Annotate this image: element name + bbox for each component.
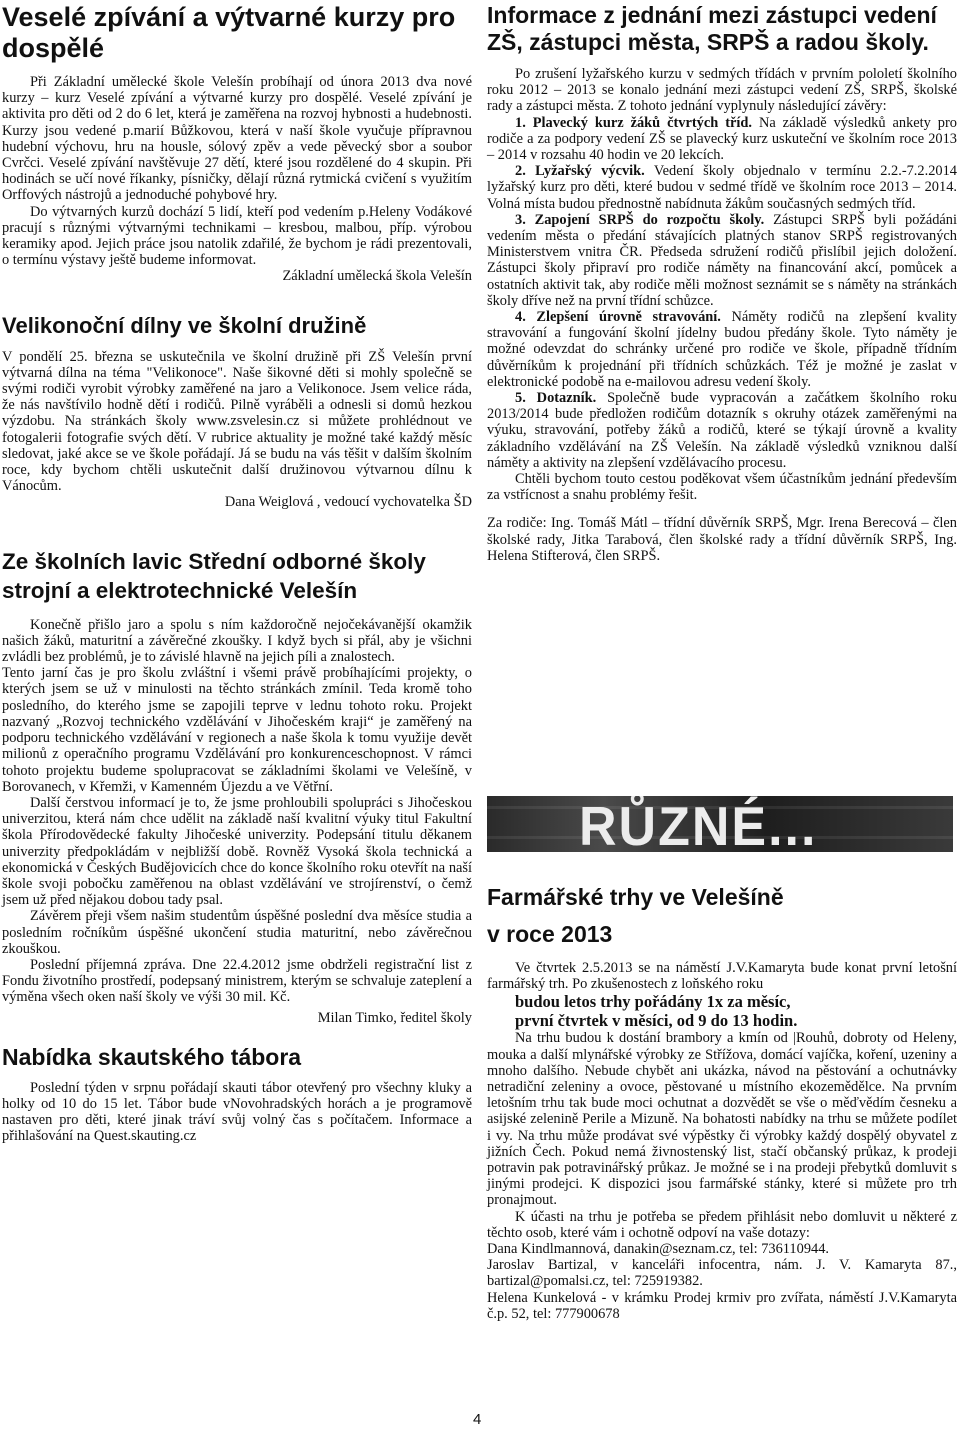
article-title-farmers-year: v roce 2013	[487, 921, 613, 947]
meeting-item-lead: 1. Plavecký kurz žáků čtvrtých tříd.	[515, 114, 752, 131]
article-signature: Milan Timko, ředitel školy	[317, 1009, 472, 1026]
meeting-item	[487, 309, 957, 390]
meeting-item-text: Vedení školy objednalo v termínu 2.2.-7.2.2014 lyžařský kurz pro děti, které budou v sedmé třídě ve školním roce 2013 – 2014. Volná místa budou přednostně nabídnuta žákům současných sedmých tříd.	[487, 163, 957, 212]
meeting-item-text: Na základě výsledků ankety pro rodiče a za podpory vedení ZŠ se plavecký kurz uskuteční ve školním roce 2013 – 2014 v rozsahu 40 hodin ve 20 lekcích.	[487, 114, 957, 164]
article-paragraph: Do výtvarných kurzů dochází 5 lidí, kteří pod vedením p.Heleny Vodákové pracují s různými výtvarnými technikami – kresbou, malbou, příp. výrobou keramiky apod. Jejich práce jsou natolik zdařilé, že bychom je rádi prezentovali, o termínu výstavy ještě budeme informovat.	[2, 203, 472, 269]
article-paragraph: K účasti na trhu je potřeba se předem přihlásit nebo domluvit u některé z těchto osob, které vám i ochotně odpoví na vaše dotazy:	[487, 1208, 957, 1241]
page-number: 4	[473, 1411, 482, 1428]
banner-title: RŮZNÉ...	[579, 796, 818, 852]
article-signature: Dana Weiglová , vedoucí vychovatelka ŠD	[224, 494, 472, 511]
market-schedule-line: budou letos trhy pořádány 1x za měsíc,	[515, 992, 791, 1012]
meeting-item-text: Náměty rodičů na zlepšení kvality stravování a fungování školní jídelny budou předány škole. Tyto náměty je možné odevzdat do schránky určené pro rodiče ve škole, případně třídním důvěrníkům k projednání při třídních schůzkách. Též je možné je zaslat v elektronické podobě na e-mailovou adresu vedení školy.	[487, 309, 957, 390]
meeting-item	[487, 163, 957, 212]
meeting-item-text: Zástupci SRPŠ byli požádáni vedením města o předání stávajících platných stanov SRPŠ registrovaných Ministerstvem vnitra ČR. Předseda sdružení rodičů přislíbil jejich doložení. Zástupci školy připraví pro rodiče náměty na financování akcí, pomůcek a ostatních aktivit tak, aby rodiče měli možnost seznámit se s náměty na stránkách školy dříve než na první třídní schůzce.	[487, 211, 957, 309]
article-paragraph: Tento jarní čas je pro školu zvláštní i všemi právě probíhajícími projekty, o kterých jsem se už v minulosti na těchto stránkách zmínil. Teda kromě toho posledního, do kterého jsme se zapojili teprve v lednu tohoto roku. Projekt nazvaný „Rozvoj technického vzdělávání v Jihočeském kraji“ je zaměřený na podporu technického vzdělávání v regionech a naše škola k tomu využije devět milionů z operačního programu Vzdělávání pro konkurenceschopnost. V rámci tohoto projektu budeme spolupracovat se základními školami ve Velešíně, v Borovanech, v Křemži, v Kamenném Újezdu a ve Větřní.	[2, 665, 472, 795]
meeting-item-lead: 5. Dotazník.	[515, 390, 597, 407]
contact-line: Jaroslav Bartizal, v kanceláři infocentra, nám. J. V. Kamaryta 87., bartizal@pomalsi.cz, tel: 725919382.	[487, 1257, 957, 1290]
article-paragraph: Závěrem přeji všem našim studentům úspěšné poslední dva měsíce studia a posledním ročníkům úspěšné ukončení studia maturitní, nebo závěrečnou zkouškou.	[2, 908, 472, 957]
meeting-item	[487, 115, 957, 164]
parents-representatives: Za rodiče: Ing. Tomáš Mátl – třídní důvěrník SRPŠ, Mgr. Irena Berecová – člen školské rady, Jitka Tarabová, člen školské rady a třídní důvěrník SRPŠ, Ing. Helena Stifterová, člen SRPŠ.	[487, 515, 957, 564]
article-title-farmers: Farmářské trhy ve Velešíně	[487, 884, 784, 910]
article-paragraph: V pondělí 25. března se uskutečnila ve školní družině při ZŠ Velešín první výtvarná dílna na téma "Velikonoce". Naše šikovné děti si mohly společně se svými rodiči vyrobit výrobky zaměřené na jaro a Velikonoce. Jsem velice ráda, že nás navštívilo hodně dětí i rodičů. Pilně vyráběli a odnesli si domů hezkou výzdobu. Na stránkách školy www.zsvelesin.cz si můžete prohlédnout ve fotogalerii fotografie svých dětí. V rubrice aktuality je možné také každý měsíc sledovat, jaké akce se ve škole pořádají. Já se budu na vás těšit v dalším školním roce, kdy bychom chtěli uskutečnit další družinovou výtvarnou dílnu k Vánocům.	[2, 348, 472, 495]
meeting-item-lead: 4. Zlepšení úrovně stravování.	[515, 309, 721, 326]
article-paragraph: Při Základní umělecké škole Velešín probíhají od února 2013 dva nové kurzy – kurz Veselé zpívání a výtvarné kurzy pro dospělé. Veselé zpívání je aktivita pro děti od 2 do 6 let, která je zaměřena na rozvoj hybnosti a hudebnosti. Kurzy jsou vedené p.marií Bůžkovou, která v naší škole vyučuje přípravnou hudební výchovu, hru na housle, sólový zpěv a vede pěvecký sbor a soubor Cvrčci. Veselé zpívání navštěvuje 27 dětí, které jsou rozdělené do 4 skupin. Při hodinách se učí nové říkanky, písničky, dělají různá rytmická cvičení s využitím Orffových nástrojů a jednoduché pohybové hry.	[2, 74, 472, 204]
article-paragraph: Poslední příjemná zpráva. Dne 22.4.2012 jsme obdrželi registrační list z Fondu životního prostředí, podepsaný ministrem, kterým se schvaluje zateplení a výměna všech oken naší školy ve výši 30 mil. Kč.	[2, 956, 472, 1006]
market-schedule-line: první čtvrtek v měsíci, od 9 do 13 hodin.	[515, 1011, 798, 1031]
left-column	[2, 0, 472, 1145]
meeting-item	[487, 212, 957, 309]
article-title-scout: Nabídka skautského tábora	[2, 1043, 302, 1070]
article-paragraph: Na trhu budou k dostání brambory a kmín od |Rouhů, dobroty od Heleny, mouka a další mlynářské výrobky ze Střížova, domácí vajíčka, koření, uzeniny a mnoho dalšího. Nebude chybět ani ukázka, návod na pěstování a ochutnávky netradiční zeleniny a ovoce, pěstované u místního ekozemědělce. Na prvním letošním trhu tak bude moci ochutnat a dozvědět se vše o měďvědím česneku a asijské zelenině Perile a Mizuně. Na bohatosti nabídky na trhu se můžete podílet i vy. Na trhu může prodávat své výpěstky či výrobky každý dospělý obyvatel z jižních Čech. Pokud nemá živnostenský list, stačí občanský průkaz, k prodeji potravin pak potravinářský průkaz. Je možné se i na prodeji přebytků domluvit s jinými prodejci. K dispozici jsou farmářské stánky, které si můžete pro trh pronajmout.	[487, 1030, 957, 1209]
article-title-meeting: Informace z jednání mezi zástupci vedení ZŠ, zástupci města, SRPŠ a radou školy.	[487, 2, 937, 55]
article-paragraph: Další čerstvou informací je to, že jsme prohloubili spolupráci s Jihočeskou univerzitou, která nám chce udělit na základě naší kvalitní výuky titul Fakultní škola Přírodovědecké fakulty Jihočeské univerzity. Podepsání titulu děkanem univerzity předpokládám v nejbližší době. Rovněž Vysoká škola technická a ekonomická v Českých Budějovicích chce do konce školního roku otevřít na naší škole svoji pobočku zaměřenou na oblast vzdělávání ve strojírenství, o čemž jsem už před nějakou dobou tady psal.	[2, 794, 472, 909]
article-title-easter: Velikonoční dílny ve školní družině	[2, 312, 367, 338]
contact-line: Dana Kindlmannová, danakin@seznam.cz, tel: 736110944.	[487, 1241, 830, 1258]
article-paragraph: Ve čtvrtek 2.5.2013 se na náměstí J.V.Kamaryta bude konat první letošní farmářský trh. Po zkušenostech z loňského roku	[487, 960, 957, 993]
article-paragraph: Konečně přišlo jaro a spolu s ním každoročně nejočekávanější okamžik našich žáků, maturitní a závěrečné zkoušky. I když bych si přál, aby je všichni zvládli bez problémů, je to závislé hlavně na jejich píli a znalostech.	[2, 616, 472, 666]
section-banner	[487, 796, 953, 852]
article-title-courses: Veselé zpívání a výtvarné kurzy pro dospělé	[2, 2, 456, 63]
article-paragraph: Po zrušení lyžařského kurzu v sedmých třídách v prvním pololetí školního roku 2012 – 2013 se konalo jednání mezi zástupci vedení ZŠ, SRPŠ, školské rady a zástupci města. Z tohoto jednání vyplynuly následující závěry:	[487, 66, 957, 115]
contact-line: Helena Kunkelová - v krámku Prodej krmiv pro zvířata, náměstí J.V.Kamaryta č.p. 52, tel: 777900678	[487, 1289, 957, 1322]
article-farmers-market	[487, 880, 957, 1322]
article-signature: Základní umělecká škola Velešín	[282, 268, 472, 285]
meeting-item-text: Společně bude vypracován a začátkem školního roku 2013/2014 bude předložen rodičům dotazník s okruhy otázek zaměřenými na výuku, stravování, potřeby žáků a rodičů, které se týkají úrovně a kvality základního vzdělávání na ZŠ Velešín. Na základě výsledků vzniknou další náměty a aktivity na zlepšení vzdělávacího procesu.	[487, 390, 957, 471]
article-title-school: Ze školních lavic Střední odborné školy strojní a elektrotechnické Velešín	[2, 548, 426, 603]
meeting-item	[487, 390, 957, 471]
article-paragraph: Poslední týden v srpnu pořádají skauti tábor otevřený pro všechny kluky a holky od 10 do 15 let. Tábor bude vNovohradských horách a je programově nastaven pro děti, které jinak tráví svůj volný čas s počítačem. Informace a přihlašování na Quest.skauting.cz	[2, 1079, 472, 1145]
meeting-item-lead: 2. Lyžařský výcvik.	[515, 163, 645, 180]
article-paragraph: Chtěli bychom touto cestou poděkovat všem účastníkům jednání především za vstřícnost a snahu problémy řešit.	[487, 471, 957, 504]
meeting-item-lead: 3. Zapojení SRPŠ do rozpočtu školy.	[515, 211, 765, 228]
